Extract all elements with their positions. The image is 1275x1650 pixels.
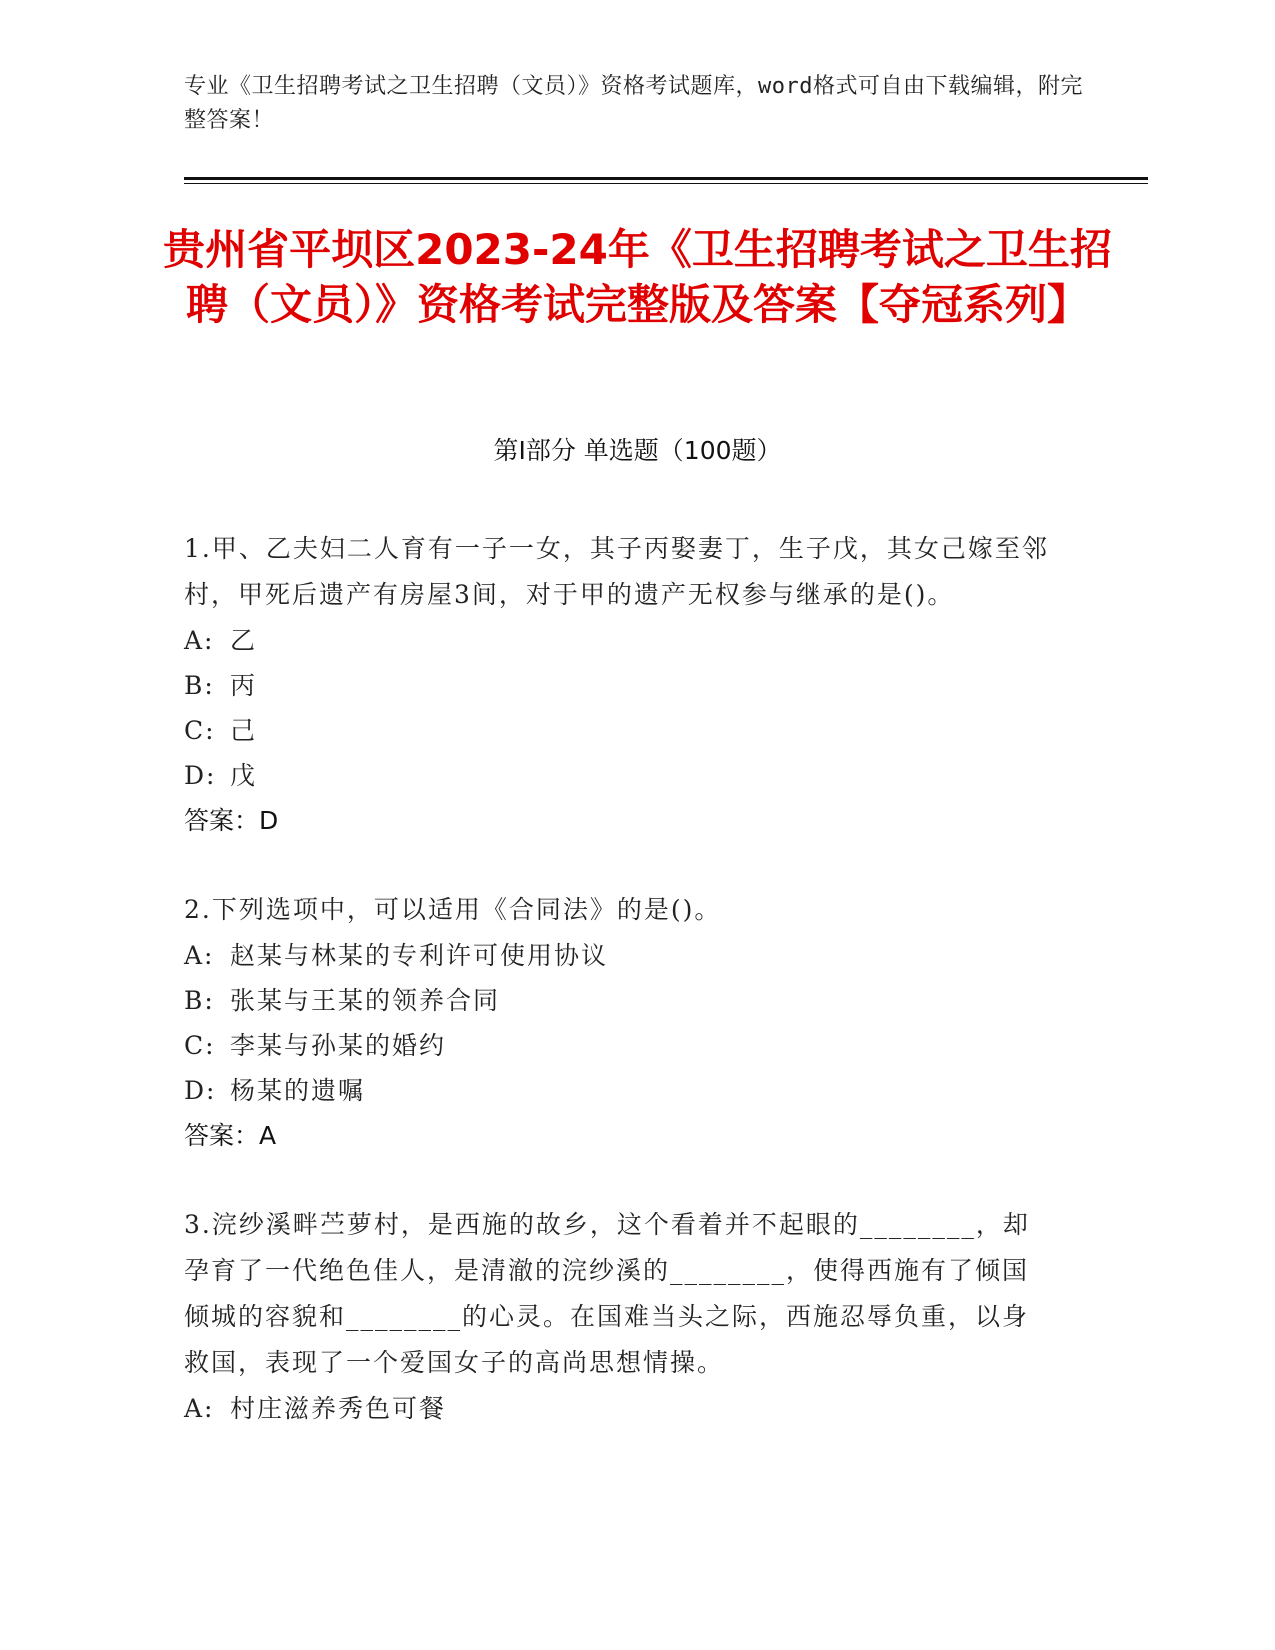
option-b (184, 663, 1054, 708)
option-text: 己 (230, 716, 258, 745)
option-key: C: (184, 1031, 216, 1060)
option-a (184, 1386, 1054, 1431)
option-d (184, 753, 1054, 798)
document-title: 贵州省平坝区2023-24年《卫生招聘考试之卫生招聘（文员）》资格考试完整版及答案【夺冠系列】 (163, 225, 1112, 329)
option-c (184, 1023, 1054, 1068)
option-c (184, 708, 1054, 753)
option-d (184, 1068, 1054, 1113)
header-note: 专业《卫生招聘考试之卫生招聘（文员）》资格考试题库，word格式可自由下载编辑，附完整答案！ (184, 74, 1083, 133)
question-1 (184, 526, 1054, 843)
header-divider-thick (184, 177, 1148, 180)
option-text: 杨某的遗嘱 (230, 1076, 366, 1105)
option-key: A: (184, 1394, 215, 1423)
option-key: C: (184, 716, 216, 745)
option-text: 乙 (230, 626, 258, 655)
question-list (184, 526, 1054, 1475)
question-stem: 3.浣纱溪畔苎萝村，是西施的故乡，这个看着并不起眼的________，却孕育了一代绝色佳人，是清澈的浣纱溪的________，使得西施有了倾国倾城的容貌和________的心灵。在国难当头之际，西施忍辱负重，以身救国，表现了一个爱国女子的高尚思想情操。 (184, 1210, 1030, 1377)
option-b (184, 978, 1054, 1023)
question-3 (184, 1202, 1054, 1431)
question-2 (184, 887, 1054, 1158)
section-title: 第Ⅰ部分 单选题（100题） (493, 436, 782, 465)
option-text: 村庄滋养秀色可餐 (230, 1394, 447, 1423)
header-divider-thin (184, 183, 1148, 184)
question-stem: 1.甲、乙夫妇二人育有一子一女，其子丙娶妻丁，生子戊，其女己嫁至邻村，甲死后遗产有房屋3间，对于甲的遗产无权参与继承的是()。 (184, 534, 1049, 609)
option-text: 赵某与林某的专利许可使用协议 (230, 941, 609, 970)
option-a (184, 933, 1054, 978)
option-key: A: (184, 626, 215, 655)
option-key: B: (184, 671, 215, 700)
option-text: 戊 (230, 761, 258, 790)
option-text: 李某与孙某的婚约 (230, 1031, 447, 1060)
option-key: D: (184, 761, 217, 790)
option-text: 丙 (230, 671, 258, 700)
question-stem: 2.下列选项中，可以适用《合同法》的是()。 (184, 895, 722, 924)
option-text: 张某与王某的领养合同 (230, 986, 501, 1015)
option-a (184, 618, 1054, 663)
option-key: D: (184, 1076, 217, 1105)
answer-line: 答案：A (184, 1121, 277, 1150)
option-key: B: (184, 986, 215, 1015)
option-key: A: (184, 941, 215, 970)
answer-line: 答案：D (184, 806, 279, 835)
